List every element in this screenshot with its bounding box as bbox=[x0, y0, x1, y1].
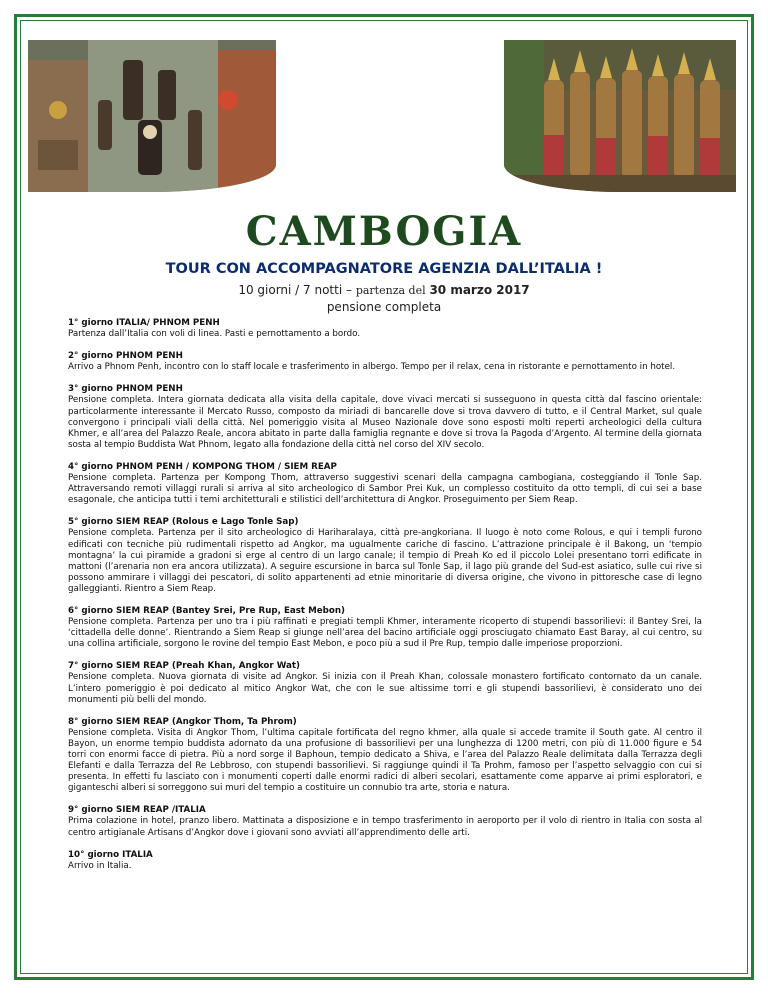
itinerary-day-3 bbox=[68, 384, 702, 451]
itinerary-day-8 bbox=[68, 717, 702, 795]
itinerary-day-2 bbox=[68, 351, 702, 373]
itinerary bbox=[68, 318, 702, 883]
page-subtitle: TOUR CON ACCOMPAGNATORE AGENZIA DALL’ITALIA ! bbox=[165, 261, 603, 277]
day-text: Arrivo in Italia. bbox=[68, 860, 132, 871]
day-text: Pensione completa. Partenza per il sito archeologico di Hariharalaya, città pre-angkoriana. Il luogo è noto come Rolous, e qui i templi furono edificati con tecniche più rudimentali rispetto ad Angkor, ma ugualmente cariche di fascino. L’attrazione principale è il Bakong, un ‘tempio montagna’ la cui piramide a gradoni si erge al centro di un largo canale; il tempio di Preah Ko ed il piccolo Lolei presentano torri edificate in mattoni (l’arenaria non era ancora utilizzata). A seguire escursione in barca sul Tonle Sap, il lago più grande del Sud-est asiatico, sulle cui rive si possono ammirare i villaggi dei pescatori, di solito appartenenti ad etnie minoritarie di diversa origine, che vivono in pittoresche case di legno galleggianti. Rientro a Siem Reap. bbox=[68, 528, 702, 594]
apsara-dancers-photo bbox=[504, 40, 736, 192]
itinerary-day-6 bbox=[68, 606, 702, 650]
day-text: Prima colazione in hotel, pranzo libero. Mattinata a disposizione e in tempo trasferimento in aeroporto per il volo di rientro in Italia con sosta al centro artigianale Artisans d’Angkor dove i giovani sono avviati all’apprendimento delle arti. bbox=[68, 816, 702, 838]
day-text: Pensione completa. Visita di Angkor Thom, l’ultima capitale fortificata del regno khmer, alla quale si accede tramite il South gate. Al centro il Bayon, un enorme tempio buddista adornato da una profusione di bassorilievi per una lunghezza di 1200 metri, con più di 11.000 figure e 54 torri con enormi facce di pietra. Più a nord sorge il Baphoun, tempio dedicato a Shiva, e l’area del Palazzo Reale delimitata dalla Terrazza degli Elefanti e dalla Terrazza del Re Lebbroso, con stupendi bassorilievi. Si raggiunge quindi il Ta Prohm, famoso per l’aspetto selvaggio con cui si presenta. In effetti fu lasciato con i monumenti coperti dalle enormi radici di alberi secolari, esattamente come apparve ai primi esploratori, e giganteschi alberi si sorreggono sui muri del tempio a costituire un connubio tra arte, storia e natura. bbox=[68, 727, 702, 794]
day-title: 5° giorno SIEM REAP (Rolous e Lago Tonle Sap) bbox=[68, 517, 299, 528]
duration-text: 10 giorni / 7 notti – bbox=[238, 283, 352, 297]
day-title: 4° giorno PHNOM PENH / KOMPONG THOM / SIEM REAP bbox=[68, 461, 337, 472]
day-title: 10° giorno ITALIA bbox=[68, 849, 153, 860]
day-title: 1° giorno ITALIA/ PHNOM PENH bbox=[68, 318, 220, 328]
itinerary-day-7 bbox=[68, 661, 702, 705]
day-title: 8° giorno SIEM REAP (Angkor Thom, Ta Phrom) bbox=[68, 716, 297, 727]
day-text: Pensione completa. Intera giornata dedicata alla visita della capitale, dove vivaci mercati si susseguono in questa città dal fascino orientale: particolarmente interessante il Mercato Russo, composto da miriadi di bancarelle dove si trova davvero di tutto, e il Central Market, sul quale convergono i principali viali della città. Nel pomeriggio visita al Museo Nazionale dove sono esposti molti reperti archeologici della cultura Khmer, e all’area del Palazzo Reale, ancora abitato in parte dalla famiglia regnante e dove si trova la Pagoda d’Argento. Al termine della giornata sosta al tempio Buddista Wat Phnom, legato alla fondazione della città nel corso del XIV secolo. bbox=[68, 395, 702, 450]
departure-date: 30 marzo 2017 bbox=[429, 283, 530, 297]
day-text: Pensione completa. Nuova giornata di visite ad Angkor. Si inizia con il Preah Khan, colossale monastero fortificato contornato da un canale. L’intero pomeriggio è poi dedicato al mitico Angkor Wat, che con le sue altissime torri e gli stupendi bassorilievi, è considerato uno dei monumenti più belli del mondo. bbox=[68, 672, 702, 705]
day-text: Pensione completa. Partenza per uno tra i più raffinati e pregiati templi Khmer, interamente ricoperto di stupendi bassorilievi: il Bantey Srei, la ‘cittadella delle donne’. Rientrando a Siem Reap si giunge nell’area del bacino artificiale oggi prosciugato chiamato East Baray, al cui centro, su una collina artificiale, sorgono le rovine del tempio East Mebon, e poco più a sud il Pre Rup, tempio dalle imperiose proporzioni. bbox=[68, 617, 702, 650]
day-text: Arrivo a Phnom Penh, incontro con lo staff locale e trasferimento in albergo. Tempo per il relax, cena in ristorante e pernottamento in hotel. bbox=[68, 362, 676, 373]
day-title: 2° giorno PHNOM PENH bbox=[68, 351, 183, 362]
day-text: Partenza dall’Italia con voli di linea. Pasti e pernottamento a bordo. bbox=[68, 329, 361, 340]
departure-label: partenza del bbox=[355, 284, 426, 297]
itinerary-day-1 bbox=[68, 318, 702, 340]
day-title: 3° giorno PHNOM PENH bbox=[68, 384, 183, 395]
day-title: 6° giorno SIEM REAP (Bantey Srei, Pre Rup, East Mebon) bbox=[68, 605, 345, 616]
itinerary-day-5 bbox=[68, 517, 702, 595]
itinerary-day-10 bbox=[68, 850, 702, 872]
floating-market-photo bbox=[28, 40, 276, 192]
itinerary-day-9 bbox=[68, 805, 702, 838]
day-title: 7° giorno SIEM REAP (Preah Khan, Angkor Wat) bbox=[68, 661, 300, 672]
day-text: Pensione completa. Partenza per Kompong Thom, attraverso suggestivi scenari della campagna cambogiana, costeggiando il Tonle Sap. Attraversando remoti villaggi rurali si arriva al sito archeologico di Sambor Prei Kuk, un complesso costituito da otto templi, di cui sei a base esagonale, che anticipa tutti i temi architetturali e stilistici dell’architettura di Angkor. Proseguimento per Siem Reap. bbox=[68, 473, 702, 506]
day-title: 9° giorno SIEM REAP /ITALIA bbox=[68, 805, 206, 816]
page-title: CAMBOGIA bbox=[245, 208, 523, 255]
board-text: pensione completa bbox=[326, 300, 442, 314]
itinerary-day-4 bbox=[68, 462, 702, 506]
trip-dates bbox=[0, 282, 768, 315]
